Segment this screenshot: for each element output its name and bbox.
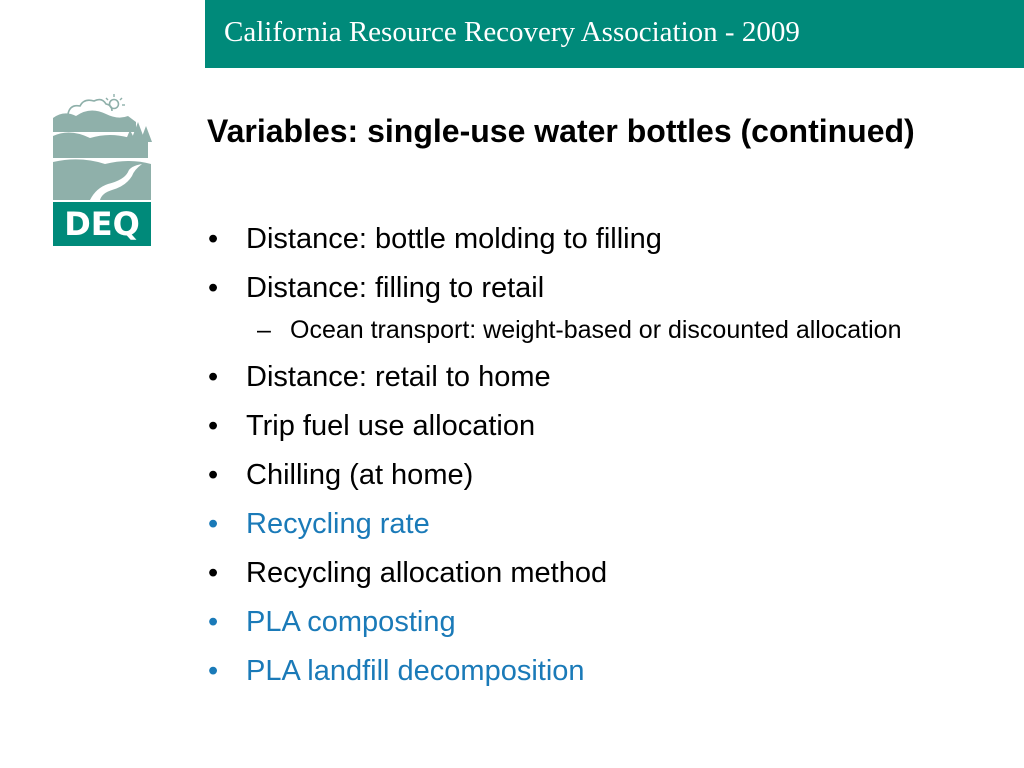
bullet-dot-icon: • [208, 272, 219, 304]
bullet-text: PLA composting [246, 606, 456, 638]
bullet-list [205, 220, 995, 701]
sub-bullet-dash-icon: – [257, 316, 271, 344]
bullet-text: Trip fuel use allocation [246, 410, 536, 442]
bullet-text: Recycling rate [246, 508, 430, 540]
bullet-dot-icon: • [208, 223, 219, 255]
sub-bullet-text: Ocean transport: weight-based or discounted allocation [290, 316, 902, 344]
bullet-text: Distance: retail to home [246, 361, 551, 393]
bullet-text: PLA landfill decomposition [246, 655, 585, 687]
sun-icon [106, 94, 125, 109]
bullet-dot-icon: • [208, 459, 219, 491]
bullet-dot-icon: • [208, 606, 219, 638]
sub-bullet-item [205, 312, 995, 348]
bullet-dot-icon: • [208, 508, 219, 540]
bullet-dot-icon: • [208, 410, 219, 442]
bullet-item [205, 505, 995, 543]
bullet-dot-icon: • [208, 655, 219, 687]
header-title: California Resource Recovery Association - 2009 [224, 16, 800, 48]
bullet-item [205, 358, 995, 396]
bullet-text: Recycling allocation method [246, 557, 608, 589]
bullet-item [205, 652, 995, 690]
bullet-dot-icon: • [208, 557, 219, 589]
bullet-item [205, 220, 995, 258]
bullet-text: Distance: bottle molding to filling [246, 223, 662, 255]
mountain-icon [53, 110, 136, 132]
bullet-item [205, 554, 995, 592]
deq-logo [50, 92, 156, 250]
bullet-text: Distance: filling to retail [246, 272, 545, 304]
bullet-item [205, 603, 995, 641]
bullet-text: Chilling (at home) [246, 459, 474, 491]
bullet-item [205, 456, 995, 494]
bullet-item [205, 407, 995, 445]
logo-text: DEQ [64, 205, 140, 243]
bullet-item [205, 269, 995, 307]
header-bar [205, 0, 1024, 68]
slide-title: Variables: single-use water bottles (continued) [207, 113, 915, 149]
bullet-dot-icon: • [208, 361, 219, 393]
